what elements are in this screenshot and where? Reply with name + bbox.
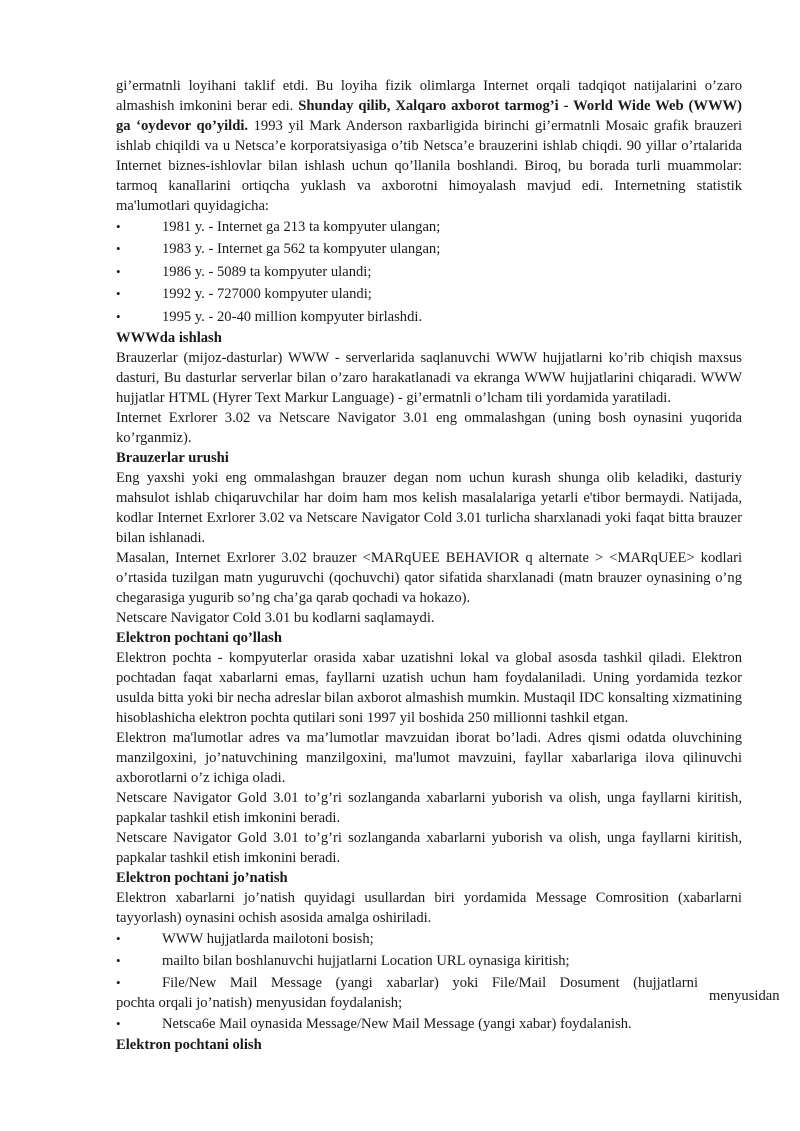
list-item-text: 1983 y. - Internet ga 562 ta kompyuter ulangan; [162,241,441,258]
email-paragraph-2: Elektron ma'lumotlar adres va ma’lumotlar mavzuidan iborat bo’ladi. Adres qismi odatda oluvchining manzilgoxini, jo’natuvchining manzilgoxini, ma'lumot mavzuini, fayllar xabarlariga ilova qilinuvchi axborotlarni o’z ichiga oladi. [116,730,742,787]
list-item [116,283,742,305]
heading-email-usage: Elektron pochtani qo’llash [116,630,282,647]
list-item-text-line-1: File/New Mail Message (yangi xabarlar) yoki File/Mail Dosument (hujjatlarni [162,974,698,991]
bullet: • [116,219,121,234]
email-paragraph-1: Elektron pochta - kompyuterlar orasida xabar uzatishni lokal va global asosda tashkil qiladi. Elektron pochtadan faqat xabarlarni emas, fayllarni uzatish uchun ham foydalaniladi. Uning yordamida tezkor usulda bitta yoki bir necha adreslar bilan axborot almashish mumkin. Mustaqil IDC konsalting xizmatining hisoblashicha elektron pochta qutilari soni 1997 yil boshida 250 millionni tashkil etgan. [116,650,742,727]
heading-email-receiving: Elektron pochtani olish [116,1037,262,1054]
heading-www: WWWda ishlash [116,330,222,347]
bullet: • [116,931,121,947]
list-item [116,261,742,283]
list-item-text: 1986 y. - 5089 ta kompyuter ulandi; [162,263,372,280]
intro-paragraph [116,76,742,216]
war-paragraph-2: Masalan, Internet Exrlorer 3.02 brauzer <MARqUEE BEHAVIOR q alternate > <MARqUEE> kodlari o’rtasida tuzilgan matn yuguruvchi (qochuvchi) qator sifatida sharxlanadi (matn brauzer oynasining o’ng chegarasiga yugurib so’ng cha’ga qarab qochadi va hokazo). [116,550,742,607]
bullet: • [116,286,121,302]
bullet: • [116,263,121,279]
list-item [116,950,742,972]
intro-text-end: 1993 yil Mark Anderson raxbarligida birinchi gi’ermatnli Mosaic grafik brauzeri ishlab chiqildi va u Netsca’e korporatsiyasiga o’tib Netsca’e brauzerini ishlab chiqdi. 90 yillar o’rtalarida Internet biznes-ishlovlar bilan ishlash uchun qo’llanila boshlandi. Biroq, bu borada turli muammolar: tarmoq kanallarini ortiqcha yuklash va axborotni himoyalash mavjud edi. Internetning statistik ma'lumotlari quyidagicha: [116,118,742,214]
email-paragraph-3: Netscare Navigator Gold 3.01 to’g’ri sozlanganda xabarlarni yuborish va olish, unga fayllarni kiritish, papkalar tashkil etish imkonini beradi. [116,790,742,827]
send-paragraph-1: Elektron xabarlarni jo’natish quyidagi usullardan biri yordamida Message Comrosition (xabarlarni tayyorlash) oynasini ochish asosida amalga oshiriladi. [116,890,742,927]
intro-bold-sentence: Shunday qilib, Xalqaro axborot tarmog’i - World Wide Web (WWW) ga ‘oydevor qo’yildi. [116,98,742,134]
email-paragraph-4: Netscare Navigator Gold 3.01 to’g’ri sozlanganda xabarlarni yuborish va olish, unga fayllarni kiritish, papkalar tashkil etish imkonini beradi. [116,830,742,867]
list-item-text: 1981 y. - Internet ga 213 ta kompyuter ulangan; [162,219,441,235]
list-item-text: mailto bilan boshlanuvchi hujjatlarni Location URL oynasiga kiritish; [162,953,570,970]
list-item [116,306,742,328]
list-item-text: 1992 y. - 727000 kompyuter ulandi; [162,286,372,303]
www-paragraph-2: Internet Exrlorer 3.02 va Netscare Navigator 3.01 eng ommalashgan (uning bosh oynasini yuqorida ko’rganmiz). [116,410,742,447]
list-item [116,238,742,260]
bullet: • [116,308,121,324]
heading-browser-war: Brauzerlar urushi [116,450,229,467]
list-item [116,1013,742,1035]
document-page [116,76,742,1055]
list-item [116,928,742,950]
www-paragraph-1: Brauzerlar (mijoz-dasturlar) WWW - serverlarida saqlanuvchi WWW hujjatlarni ko’rib chiqish maxsus dasturi, Bu dasturlar serverlar bilan o’zaro harakatlanadi va ekranga WWW hujjatlarini chiqaradi. WWW hujjatlar HTML (Hyrer Text Markur Language) - gi’ermatnli o’lcham tili yordamida yaratiladi. [116,350,742,407]
bullet: • [116,974,121,990]
bullet: • [116,241,121,257]
list-item-text: 1995 y. - 20-40 million kompyuter birlashdi. [162,308,423,325]
bullet: • [116,953,121,969]
stray-word: menyusidan [709,988,780,1004]
heading-email-sending: Elektron pochtani jo’natish [116,870,288,887]
list-item-text-line-2: pochta orqali jo’natish) menyusidan foydalanish; [116,994,403,1011]
war-paragraph-1: Eng yaxshi yoki eng ommalashgan brauzer degan nom uchun kurash shunga olib keladiki, dasturiy mahsulot ishlab chiqaruvchilar har doim ham mos kelish masalalariga yetarli e'tibor bermaydi. Natijada, kodlar Internet Exrlorer 3.02 va Netscare Navigator Cold 3.01 turlicha sharxlanadi yoki faqat bitta brauzer bilan ishlanadi. [116,470,742,547]
stats-list [116,216,742,328]
intro-text-start: gi’ermatnli loyihani taklif etdi. Bu loyiha fizik olimlarga Internet orqali tadqiqot natijalarini o’zaro almashish imkonini berar edi. [116,78,742,114]
send-methods-list [116,928,742,1035]
list-item-text: Netsca6e Mail oynasida Message/New Mail Message (yangi xabar) foydalanish. [162,1015,632,1032]
bullet: • [116,1015,121,1031]
war-paragraph-3: Netscare Navigator Cold 3.01 bu kodlarni saqlamaydi. [116,610,435,627]
list-item [116,216,742,238]
list-item [116,973,742,1013]
list-item-text: WWW hujjatlarda mailotoni bosish; [162,931,374,948]
